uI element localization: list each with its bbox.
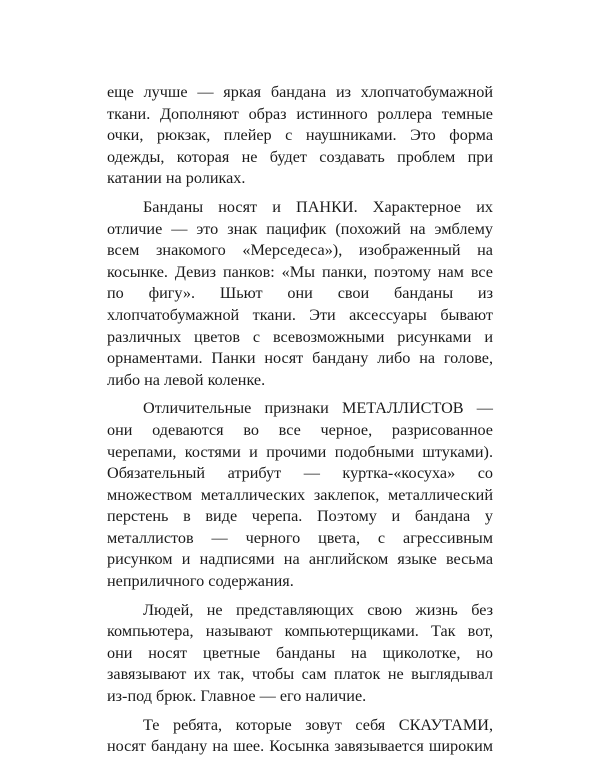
text-line: Обязательный атрибут — куртка-«косуха» со — [107, 464, 493, 483]
text-line: по фигу». Шьют они свои банданы из — [107, 284, 493, 303]
text-line: металлистов — черного цвета, с агрессивным — [107, 528, 493, 547]
paragraph-computer-people — [107, 600, 493, 708]
text-line: из-под брюк. Главное — его наличие. — [107, 687, 367, 706]
text-line: носят бандану на шее. Косынка завязывается широким — [107, 737, 493, 756]
text-line: черепами, костями и прочими подобными штуками). — [107, 442, 493, 461]
text-line: завязывают их так, чтобы сам платок не выглядывал — [107, 665, 493, 684]
page-text — [107, 82, 493, 765]
text-line: орнаментами. Панки носят бандану либо на голове, — [107, 349, 493, 368]
text-line: всем знакомого «Мерседеса»), изображенный на — [107, 241, 493, 260]
text-line: рисунком и надписями на английском языке весьма — [107, 550, 493, 569]
text-line: Банданы носят и ПАНКИ. Характерное их — [143, 197, 493, 216]
text-line: неприличного содержания. — [107, 572, 294, 591]
text-line: косынке. Девиз панков: «Мы панки, поэтому нам все — [107, 262, 493, 281]
paragraph-rollers — [107, 82, 493, 190]
text-line: очки, рюкзак, плейер с наушниками. Это форма — [107, 126, 493, 145]
text-line: они носят цветные банданы на щиколотке, но — [107, 643, 493, 662]
text-line: катании на роликах. — [107, 169, 246, 188]
text-line: еще лучше — яркая бандана из хлопчатобумажной — [107, 83, 493, 101]
paragraph-metalheads — [107, 398, 493, 592]
text-line: они одеваются во все черное, разрисованное — [107, 420, 493, 439]
text-line: перстень в виде черепа. Поэтому и бандана у — [107, 507, 493, 526]
text-line: Те ребята, которые зовут себя СКАУТАМИ, — [143, 715, 493, 734]
paragraph-punks — [107, 197, 493, 391]
text-line: ткани. Дополняют образ истинного роллера темные — [107, 104, 493, 123]
text-line: различных цветов с всевозможными рисунками и — [107, 327, 493, 346]
text-line: либо на левой коленке. — [107, 370, 266, 389]
text-line: Отличительные признаки МЕТАЛЛИСТОВ — — [143, 399, 493, 418]
text-line: отличие — это знак пацифик (похожий на эмблему — [107, 219, 493, 238]
text-line: множеством металлических заклепок, металлический — [107, 485, 493, 504]
text-line: одежды, которая не будет создавать проблем при — [107, 147, 493, 166]
text-line: Людей, не представляющих свою жизнь без — [143, 600, 493, 619]
text-line: компьютера, называют компьютерщиками. Так вот, — [107, 622, 493, 641]
text-line: хлопчатобумажной ткани. Эти аксессуары бывают — [107, 305, 493, 324]
paragraph-scouts — [107, 715, 493, 758]
